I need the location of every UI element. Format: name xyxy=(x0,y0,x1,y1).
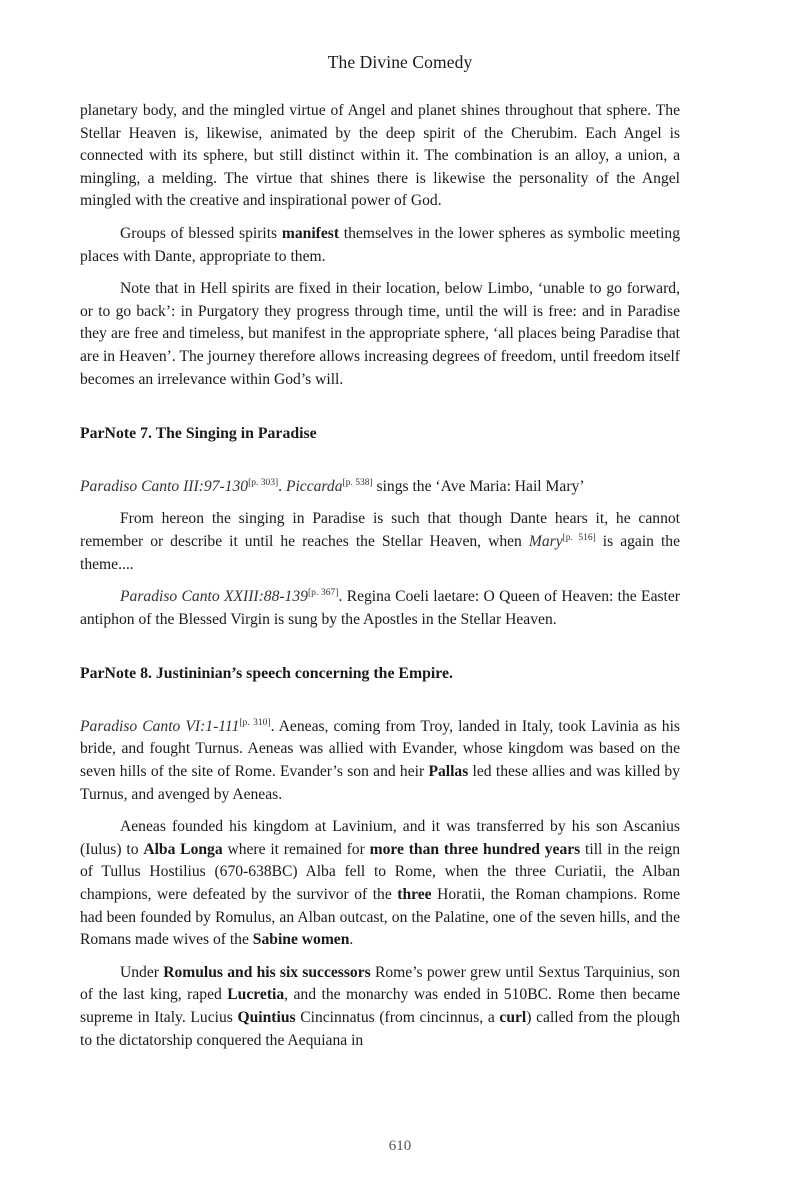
page-reference: [p. 310] xyxy=(239,717,271,728)
bold-term: three xyxy=(397,886,432,904)
character-name: Piccarda xyxy=(285,477,343,495)
bold-term: Pallas xyxy=(428,763,469,781)
bold-term: Lucretia xyxy=(227,986,285,1004)
page-reference: [p. 516] xyxy=(562,532,596,543)
bold-term: Quintius xyxy=(237,1009,296,1026)
bold-term: more than three hundred years xyxy=(369,840,581,858)
bold-term: Romulus and his six successors xyxy=(163,963,371,981)
paragraph-romulus: Under Romulus and his six successors Rome’s power grew until Sextus Tarquinius, son of the last king, raped Lucretia, and the monarchy was ended in 510BC. Rome then became supreme in Italy. Lucius Quintius Cincinnatus (from cincinnus, a curl) called from the plough to the dictatorship conquered the Aequiana in xyxy=(80,963,681,1049)
page-reference: [p. 367] xyxy=(307,587,339,598)
paragraph-groups-of-spirits: Groups of blessed spirits manifest themselves in the lower spheres as symbolic meeting places with Dante, appropriate to them. xyxy=(80,224,680,265)
page-reference: [p. 538] xyxy=(342,477,373,488)
body-text xyxy=(80,100,680,1062)
section-heading-parnote-8: ParNote 8. Justininian’s speech concerning the Empire. xyxy=(80,665,453,683)
canto-reference: Paradiso Canto III:97-130 xyxy=(80,477,249,495)
citation-line: Paradiso Canto III:97-130[p. 303]. Piccarda[p. 538] sings the ‘Ave Maria: Hail Mary’ xyxy=(80,477,585,495)
running-head-title: The Divine Comedy xyxy=(327,52,473,72)
bold-term: manifest xyxy=(281,224,340,242)
bold-term: Sabine women xyxy=(252,931,350,949)
bold-term: curl xyxy=(499,1009,527,1026)
section-heading-parnote-7: ParNote 7. The Singing in Paradise xyxy=(80,425,317,443)
canto-reference: Paradiso Canto XXIII:88-139 xyxy=(120,588,308,606)
canto-reference: Paradiso Canto VI:1-111 xyxy=(80,717,240,735)
bold-term: Alba Longa xyxy=(143,840,223,858)
paragraph-aeneas: Paradiso Canto VI:1-111[p. 310]. Aeneas, coming from Troy, landed in Italy, took Lavinia as his bride, and fought Turnus. Aeneas was allied with Evander, whose kingdom was based on the seven hills of the site of Rome. Evander’s son and heir Pallas led these allies and was killed by Turnus, and avenged by Aeneas. xyxy=(80,717,680,803)
page-reference: [p. 303] xyxy=(248,477,279,488)
paragraph-continued: planetary body, and the mingled virtue of Angel and planet shines throughout that sphere. The Stellar Heaven is, likewise, animated by the deep spirit of the Cherubim. Each Angel is connected with its sphere, but still distinct within it. The combination is an alloy, a union, a mingling, a melding. The virtue that shines there is likewise the personality of the Angel mingled with the creative and inspirational power of God. xyxy=(80,102,680,210)
paragraph-regina-coeli: Paradiso Canto XXIII:88-139[p. 367]. Regina Coeli laetare: O Queen of Heaven: the Easter antiphon of the Blessed Virgin is sung by the Apostles in the Stellar Heaven. xyxy=(80,587,681,628)
paragraph-lavinium: Aeneas founded his kingdom at Lavinium, and it was transferred by his son Ascanius (Iulus) to Alba Longa where it remained for more than three hundred years till in the reign of Tullus Hostilius (670-638BC) Alba fell to Rome, when the three Curiatii, the Alban champions, were defeated by the survivor of the three Horatii, the Roman champions. Rome had been founded by Romulus, an Alban outcast, on the Palatine, one of the seven hills, and the Romans made wives of the Sabine women. xyxy=(80,818,680,949)
page-number: 610 xyxy=(388,1138,412,1154)
paragraph-singing: From hereon the singing in Paradise is such that though Dante hears it, he cannot remember or describe it until he reaches the Stellar Heaven, when Mary[p. 516] is again the theme.... xyxy=(80,510,681,573)
paragraph-note-hell: Note that in Hell spirits are fixed in their location, below Limbo, ‘unable to go forward, or to go back’: in Purgatory they progress through time, until the will is free: and in Paradise they are free and timeless, but manifest in the appropriate sphere, ‘all places being Paradise that are in Heaven’. The journey therefore allows increasing degrees of freedom, until freedom itself becomes an irrelevance within God’s will. xyxy=(80,280,680,388)
character-name: Mary xyxy=(528,532,563,550)
